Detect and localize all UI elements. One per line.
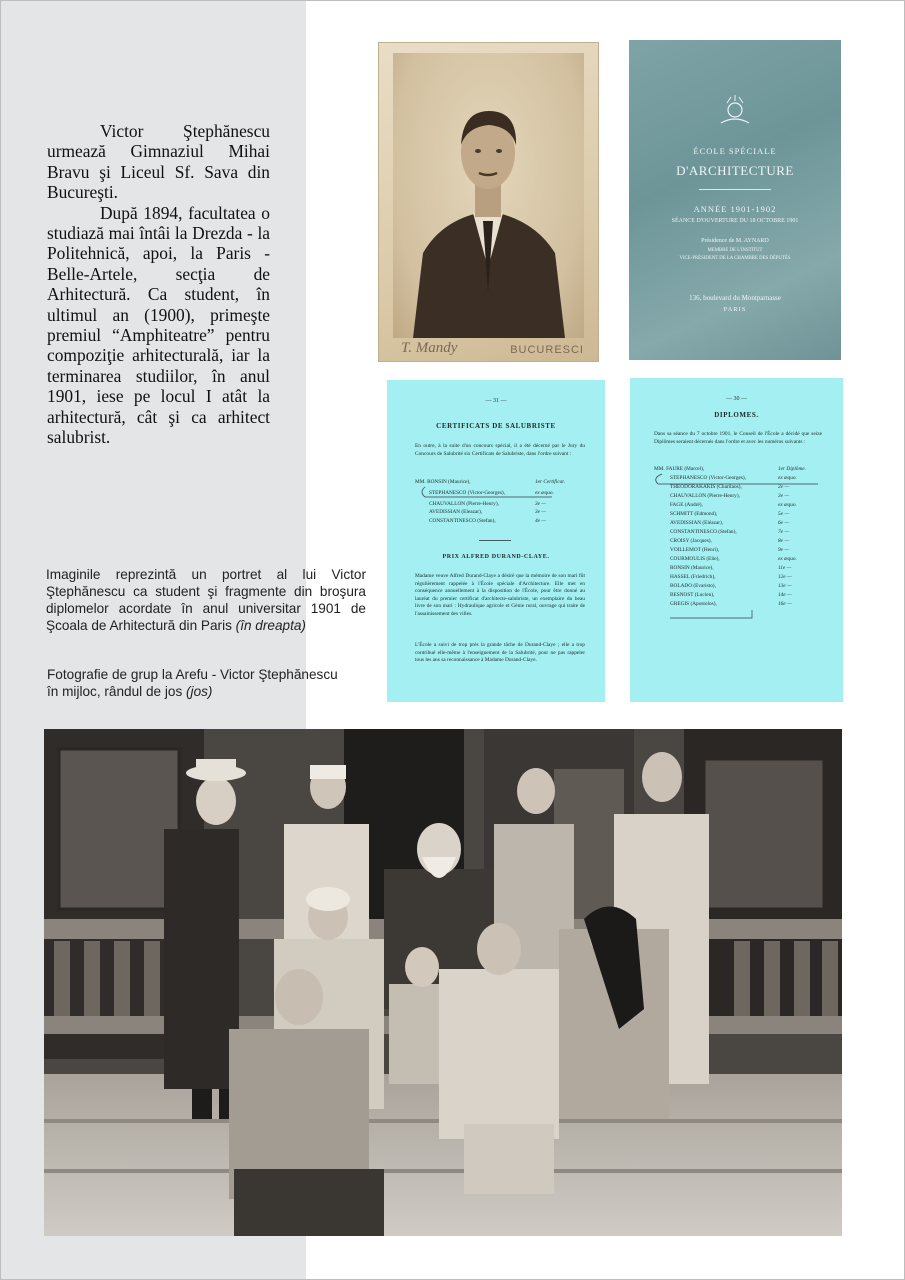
doc-left-rank: 3e — bbox=[535, 501, 547, 507]
doc-left-row: AVEDISSIAN (Eleazar), bbox=[429, 509, 483, 515]
doc-right-rank: 8e — bbox=[778, 538, 790, 544]
doc-right-rank: 11e — bbox=[778, 565, 792, 571]
doc-left-separator bbox=[479, 540, 511, 541]
doc-right-row: THEODORAKAKIS (Charilaos), bbox=[670, 484, 742, 490]
doc-right-rank: ex æquo. bbox=[778, 502, 797, 508]
doc-right-rank: ex æquo. bbox=[778, 475, 797, 481]
doc-left-prize-title: PRIX ALFRED DURAND-CLAYE. bbox=[442, 554, 550, 560]
doc-left-prize-text-2: L'École a suivi de trop près la grande tâche de Durand-Claye ; elle a trop contribué elle-même à l'enseignement de la Salubrité, pour ne pas rappeler tous les ans sa reconnaissance à Madame Durand-Claye. bbox=[415, 642, 585, 663]
doc-right-page-number: — 30 — bbox=[726, 396, 747, 402]
doc-left-intro: En outre, à la suite d'un concours spécial, il a été décerné par le Jury du Concours de Salubrité six Certificats de Salubriste, dans l'ordre suivant : bbox=[415, 443, 585, 457]
handwritten-bracket-mark bbox=[417, 485, 557, 499]
doc-right-row: CONSTANTINESCO (Stefan), bbox=[670, 529, 737, 535]
doc-right-row: VOILLEMOT (Henri), bbox=[670, 547, 720, 553]
intro-text bbox=[47, 121, 270, 448]
caption-group-photo bbox=[47, 666, 347, 700]
doc-right-rank: 5e — bbox=[778, 511, 790, 517]
handwritten-bracket-mark bbox=[648, 470, 823, 620]
doc-right-title: DIPLOMES. bbox=[714, 411, 759, 419]
doc-right-rank: 1er Diplôme. bbox=[778, 466, 806, 472]
brochure-line-ecole: ÉCOLE SPÉCIALE bbox=[693, 146, 777, 156]
doc-left-rank: 4e — bbox=[535, 518, 547, 524]
doc-right-row: GREGIS (Apostolos), bbox=[670, 601, 717, 607]
doc-right-rank: 14e — bbox=[778, 592, 792, 598]
caption-right-text: Imaginile reprezintă un portret al lui Victor Ştephănescu ca student şi fragmente din broşura diplomelor acordate în anul universitar 1901 de Şcoala de Arhitectură din Paris bbox=[46, 567, 366, 633]
doc-right-row: BESNOST (Lucien), bbox=[670, 592, 715, 598]
doc-right-row: HASSEL (Friedrich), bbox=[670, 574, 716, 580]
doc-right-row: BOLADO (Evaristo), bbox=[670, 583, 716, 589]
doc-right-row: FAGE (André), bbox=[670, 502, 703, 508]
intro-paragraph-2: După 1894, facultatea o studiază mai întâi la Drezda - la Politehnică, apoi, la Paris - Belle-Artele, secţia de Arhitectură. Ca student, în ultimul an (1900), primeşte premiul “Amphiteatre” pentru compoziţie arhitecturală, iar la terminarea studiilor, în anul 1901, iese pe locul I atât la arhitectură, cât şi ca arhitect salubrist. bbox=[47, 202, 270, 448]
portrait-studio-signature: T. Mandy bbox=[401, 340, 458, 356]
doc-right-row: AVEDISSIAN (Eléazar), bbox=[670, 520, 724, 526]
doc-right-row: RONSIN (Maurice), bbox=[670, 565, 714, 571]
doc-right-rank: 13e — bbox=[778, 583, 792, 589]
doc-right-rank: 12e — bbox=[778, 574, 792, 580]
doc-left-row: MM. RONSIN (Maurice), bbox=[415, 479, 471, 485]
portrait-image-area bbox=[393, 53, 584, 338]
doc-right-row: COURMOULIS (Elie), bbox=[670, 556, 720, 562]
doc-right-rank: ex æquo. bbox=[778, 556, 797, 562]
doc-right-row: STEPHANESCO (Victor-Georges), bbox=[670, 475, 746, 481]
doc-right-rank: 16e — bbox=[778, 601, 792, 607]
document-page-certificats bbox=[387, 380, 605, 702]
intro-paragraph-1: Victor Ştephănescu urmează Gimnaziul Mihai Bravu şi Liceul Sf. Sava din Bucureşti. bbox=[47, 121, 270, 203]
caption-right-italic: (în dreapta) bbox=[235, 618, 306, 633]
portrait-figure bbox=[393, 53, 584, 338]
brochure-presidence: Présidence de M. AYNARD bbox=[701, 238, 769, 244]
brochure-cover bbox=[629, 40, 841, 360]
doc-left-row: STEPHANESCO (Victor-Georges), bbox=[429, 490, 505, 496]
brochure-address: 136, boulevard du Montparnasse bbox=[689, 294, 781, 302]
doc-left-title: CERTIFICATS DE SALUBRISTE bbox=[436, 422, 556, 430]
doc-left-page-number: — 31 — bbox=[485, 398, 507, 404]
emblem-icon bbox=[715, 95, 755, 129]
brochure-annee: ANNÉE 1901-1902 bbox=[693, 204, 777, 214]
doc-left-rank: 1er Certificat. bbox=[535, 479, 566, 485]
portrait-studio-city: BUCURESCI bbox=[510, 344, 584, 356]
doc-right-row: MM. FAURE (Marcel), bbox=[654, 466, 705, 472]
doc-left-rank: ex æquo. bbox=[535, 490, 554, 496]
doc-left-row: CONSTANTINESCO (Stefan), bbox=[429, 518, 496, 524]
doc-left-prize-text-1: Madame veuve Alfred Durand-Claye a désiré que la mémoire de son mari fût régulièrement rappelée à l'École spéciale d'Architecture. Elle met en conséquence annuellement à la disposition de l'École, pour être donné au lauréat du premier certificat d'architecte-salubriste, un exemplaire du beau livre de son mari : Hydraulique agricole et Génie rural, ouvrage qui traite de l'assainissement des villes. bbox=[415, 573, 585, 617]
document-page-diplomes bbox=[630, 378, 843, 702]
doc-right-row: CROISY (Jacques), bbox=[670, 538, 712, 544]
portrait-photo bbox=[378, 42, 599, 362]
doc-right-rank: 3e — bbox=[778, 493, 790, 499]
doc-right-row: CHAUVALLON (Pierre-Henry), bbox=[670, 493, 740, 499]
brochure-vice-president: VICE-PRÉSIDENT DE LA CHAMBRE DES DÉPUTÉS bbox=[679, 256, 791, 261]
group-photo-image bbox=[44, 729, 842, 1236]
doc-left-row: CHAUVALLON (Pierre-Henry), bbox=[429, 501, 499, 507]
caption-group-text: Fotografie de grup la Arefu - Victor Ştephănescu în mijloc, rândul de jos bbox=[47, 667, 338, 699]
brochure-membre: MEMBRE DE L'INSTITUT bbox=[707, 248, 763, 253]
caption-group-italic: (jos) bbox=[186, 684, 213, 699]
doc-right-row: SCHMITT (Edmond), bbox=[670, 511, 718, 517]
doc-right-rank: 7e — bbox=[778, 529, 790, 535]
group-photo-arefu bbox=[44, 729, 842, 1236]
brochure-seance: SÉANCE D'OUVERTURE DU 18 OCTOBRE 1901 bbox=[671, 218, 799, 224]
caption-right-images bbox=[46, 566, 366, 634]
brochure-line-architecture: D'ARCHITECTURE bbox=[676, 163, 794, 178]
brochure-rule bbox=[699, 189, 771, 190]
doc-right-rank: 6e — bbox=[778, 520, 790, 526]
doc-right-rank: 9e — bbox=[778, 547, 790, 553]
doc-left-rank: 3e — bbox=[535, 509, 547, 515]
doc-right-rank: 2e — bbox=[778, 484, 790, 490]
brochure-city: PARIS bbox=[723, 306, 747, 313]
doc-right-intro: Dans sa séance du 7 octobre 1901, le Conseil de l'École a décidé que seize Diplômes seraient décernés dans l'ordre et avec les numéros suivants : bbox=[654, 431, 822, 445]
